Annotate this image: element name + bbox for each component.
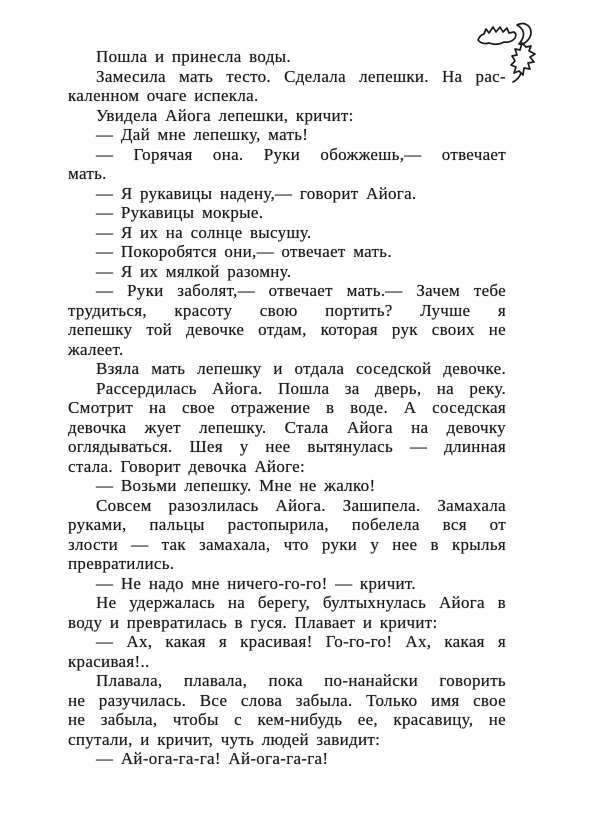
text-line: жалеет.	[68, 339, 124, 359]
text-line: Пошла и принесла воды.	[96, 47, 291, 66]
text-line: спутали, и кричит, чуть людей завидит:	[68, 729, 381, 749]
text-line: — Покоробятся они,— отвечает мать.	[96, 242, 392, 261]
text-line: — Руки заболят,— отвечает мать.— Зачем тебе	[96, 281, 506, 300]
text-line: стала. Говорит девочка Айоге:	[68, 456, 306, 476]
text-line: — Рукавицы мокрые.	[96, 203, 264, 222]
text-line: красивая!..	[68, 651, 150, 671]
text-line: — Я их мялкой разомну.	[96, 261, 292, 281]
text-line: злости — так замахала, что руки у нее в крылья	[68, 534, 506, 554]
text-line: — Я их на солнце высушу.	[96, 222, 312, 242]
text-line: Не удержалась на берегу, бултыхнулась Айога в	[96, 593, 506, 612]
text-line: — Ах, какая я красивая! Го-го-го! Ах, какая я	[96, 632, 506, 651]
text-line: — Дай мне лепешку, мать!	[96, 125, 309, 144]
text-line: Смотрит на свое отражение в воде. А соседская	[68, 398, 506, 417]
text-line: Увидела Айога лепешки, кричит:	[96, 105, 354, 125]
text-line: Плавала, плавала, пока по-нанайски говорить	[96, 671, 506, 690]
text-line: — Ай-ога-га-га! Ай-ога-га-га!	[96, 749, 329, 768]
text-line: Совсем разозлилась Айога. Зашипела. Замахала	[96, 495, 506, 515]
text-line: — Возьми лепешку. Мне не жалко!	[96, 476, 376, 495]
text-line: мать.	[68, 164, 107, 183]
text-line: воду и превратилась в гуся. Плавает и кричит:	[68, 612, 438, 632]
text-line: девочка жует лепешку. Стала Айога на девочку	[68, 417, 506, 437]
text-line: лепешку той девочке отдам, которая рук своих не	[68, 320, 506, 339]
text-line: — Я рукавицы надену,— говорит Айога.	[96, 183, 417, 203]
text-line: Взяла мать лепешку и отдала соседской девочке.	[96, 359, 506, 378]
text-line: не разучилась. Все слова забыла. Только имя свое	[68, 690, 506, 710]
text-line: руками, пальцы растопырила, побелела вся от	[68, 515, 506, 534]
text-line: — Горячая она. Руки обожжешь,— отвечает	[96, 144, 506, 164]
text-line: — Не надо мне ничего-го-го! — кричит.	[96, 573, 416, 593]
text-line: каленном очаге испекла.	[68, 86, 259, 105]
text-line: Замесила мать тесто. Сделала лепешки. На рас-	[96, 66, 506, 86]
page-text	[68, 47, 506, 769]
text-line: превратились.	[68, 554, 175, 573]
text-line: не забыла, чтобы с кем-нибудь ее, красавицу, не	[68, 710, 506, 729]
text-line: Рассердилась Айога. Пошла за дверь, на реку.	[96, 378, 506, 398]
text-line: трудиться, красоту свою портить? Лучше я	[68, 300, 506, 320]
text-line: оглядываться. Шея у нее вытянулась — длинная	[68, 437, 506, 456]
